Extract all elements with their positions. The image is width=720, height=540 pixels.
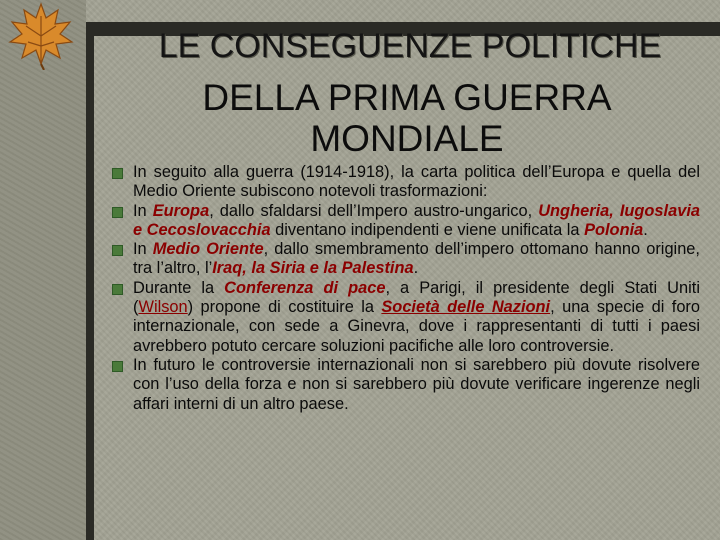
bullet-text: In: [133, 201, 153, 220]
bullet-text: Durante la: [133, 278, 225, 297]
square-bullet-icon: [112, 361, 123, 372]
slide-title-line-3: MONDIALE: [310, 118, 504, 159]
bullet-list: [112, 163, 700, 414]
link-wilson[interactable]: Wilson: [138, 298, 188, 317]
highlight-countries: Ungheria, Iugoslavia e Cecoslovacchia: [133, 201, 700, 239]
frame-left: [86, 22, 94, 540]
highlight-europa: Europa: [152, 201, 210, 220]
square-bullet-icon: [112, 284, 123, 295]
bullet-item: [112, 163, 700, 202]
slide-title-line-2: DELLA PRIMA GUERRA: [202, 77, 612, 118]
slide-title-line-1: LE CONSEGUENZE POLITICHE: [158, 27, 662, 65]
link-societa-delle-nazioni[interactable]: Società delle Nazioni: [381, 298, 551, 317]
bullet-text: In seguito alla guerra (1914-1918), la carta politica dell’Europa e quella del Medio Oriente subiscono notevoli trasformazioni:: [133, 163, 700, 201]
square-bullet-icon: [112, 245, 123, 256]
bullet-item: [112, 356, 700, 414]
bullet-text: .: [413, 259, 419, 278]
bullet-item: [112, 202, 700, 241]
bullet-text: ) propone di costituire la: [187, 298, 382, 317]
bullet-item: [112, 279, 700, 356]
bullet-text: , dallo sfaldarsi dell’Impero austro-ungarico,: [209, 201, 539, 220]
bullet-text: diventano indipendenti e viene unificata la: [270, 220, 585, 239]
bullet-text: , dallo smembramento dell’impero ottomano hanno origine, tra l’altro, l’: [133, 240, 700, 278]
bullet-text: In: [133, 240, 153, 259]
square-bullet-icon: [112, 168, 123, 179]
left-band: [0, 0, 86, 540]
bullet-item: [112, 240, 700, 279]
highlight-iraq-siria-palestina: Iraq, la Siria e la Palestina: [212, 259, 414, 278]
highlight-polonia: Polonia: [584, 220, 644, 239]
bullet-text: , una specie di foro internazionale, con sede a Ginevra, dove i rappresentanti di tutti i paesi avrebbero potuto cercare soluzioni pacifiche alle loro controversie.: [133, 298, 701, 355]
highlight-conferenza-di-pace: Conferenza di pace: [224, 278, 386, 297]
square-bullet-icon: [112, 207, 123, 218]
autumn-leaf-icon: [6, 0, 76, 70]
bullet-text: In futuro le controversie internazionali non si sarebbero più dovute risolvere con l’uso della forza e non si sarebbero più dovute verificare ingerenze negli affari interni di un altro paese.: [133, 355, 700, 413]
bullet-text: .: [643, 220, 648, 239]
bullet-text: , a Parigi, il presidente degli Stati Uniti (: [133, 278, 700, 317]
highlight-medio-oriente: Medio Oriente: [152, 240, 264, 259]
